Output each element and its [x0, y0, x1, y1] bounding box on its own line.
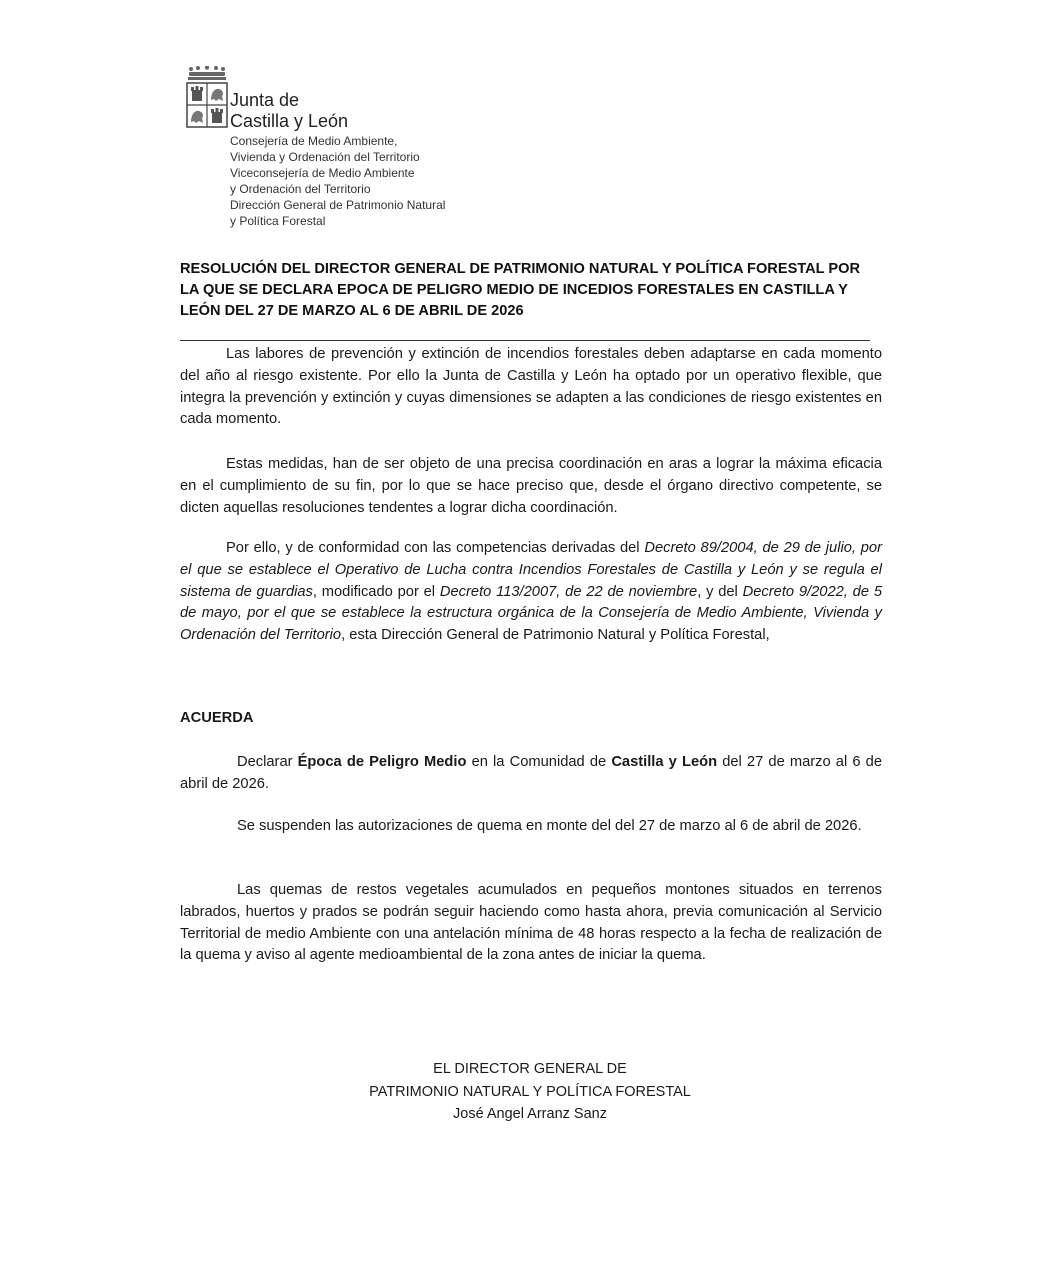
org-name-line-2: Castilla y León: [230, 111, 349, 131]
decree-reference: Decreto 89/2004, de 29 de julio, por el que se establece el Operativo de Lucha contra Incendios Forestales de Castilla y León y se regula el sistema de guardias: [180, 540, 882, 600]
signature-block: [300, 1058, 760, 1126]
org-name-line-1: Junta de: [230, 90, 300, 110]
declaration-emphasis: Época de Peligro Medio: [297, 754, 467, 770]
paragraph-coordination: Estas medidas, han de ser objeto de una precisa coordinación en aras a lograr la máxima eficacia en el cumplimiento de su fin, por lo que se hace preciso que, desde el órgano directivo competente, se dicten aquellas resoluciones tendentes a lograr dicha coordinación.: [180, 456, 882, 516]
dept-line: y Ordenación del Territorio: [230, 181, 371, 196]
paragraph-intro: Las labores de prevención y extinción de incendios forestales deben adaptarse en cada momento del año al riesgo existente. Por ello la Junta de Castilla y León ha optado por un operativo flexible, que integra la prevención y extinción y cuyas dimensiones se adapten a las condiciones de riesgo existentes en cada momento.: [180, 346, 882, 428]
decree-reference: Decreto 113/2007, de 22 de noviembre: [439, 583, 698, 600]
legal-text: Por ello, y de conformidad con las competencias derivadas del: [226, 540, 645, 556]
declaration-text: en la Comunidad de: [466, 754, 612, 770]
legal-text: , modificado por el: [312, 583, 440, 600]
signature-line-2: PATRIMONIO NATURAL Y POLÍTICA FORESTAL: [369, 1083, 691, 1100]
dept-line: Consejería de Medio Ambiente,: [230, 134, 398, 148]
signatory-name: José Angel Arranz Sanz: [453, 1106, 607, 1122]
dept-line: y Política Forestal: [230, 213, 326, 228]
organization-name: [230, 90, 348, 132]
coat-of-arms-icon: [185, 66, 229, 130]
dept-line: Dirección General de Patrimonio Natural: [230, 198, 446, 212]
title-divider: [180, 340, 870, 341]
decree-reference: Decreto 9/2022, de 5 de mayo, por el que se establece la estructura orgánica de la Consejería de Medio Ambiente, Vivienda y Ordenación del Territorio: [180, 583, 882, 644]
legal-text: , y del: [697, 583, 743, 600]
paragraph-burning-rules: Las quemas de restos vegetales acumulados en pequeños montones situados en terrenos labrados, huertos y prados se podrán seguir haciendo como hasta ahora, previa comunicación al Servicio Territorial de medio Ambiente con una antelación mínima de 48 horas respecto a la fecha de realización de la quema y aviso al agente medioambiental de la zona antes de iniciar la quema.: [180, 882, 882, 964]
paragraph-suspension: Se suspenden las autorizaciones de quema en monte del del 27 de marzo al 6 de abril de 2026.: [237, 818, 862, 834]
dept-line: Vivienda y Ordenación del Territorio: [230, 149, 420, 164]
resolution-title: RESOLUCIÓN DEL DIRECTOR GENERAL DE PATRIMONIO NATURAL Y POLÍTICA FORESTAL POR LA QUE SE DECLARA EPOCA DE PELIGRO MEDIO DE INCEDIOS FORESTALES EN CASTILLA Y LEÓN DEL 27 DE MARZO AL 6 DE ABRIL DE 2026: [180, 261, 861, 319]
declaration-emphasis: Castilla y León: [611, 754, 718, 770]
paragraph-legal-basis: [180, 538, 882, 647]
paragraph-declaration: [180, 752, 882, 796]
acuerda-heading: ACUERDA: [180, 710, 254, 726]
department-lines: [230, 134, 445, 229]
legal-text: , esta Dirección General de Patrimonio Natural y Política Forestal,: [341, 627, 770, 644]
letterhead: [183, 66, 603, 236]
declaration-text: del 27 de marzo al 6 de abril de 2026.: [180, 754, 882, 792]
signature-line-1: EL DIRECTOR GENERAL DE: [433, 1061, 627, 1077]
declaration-text: Declarar: [237, 754, 298, 770]
dept-line: Viceconsejería de Medio Ambiente: [230, 166, 415, 180]
